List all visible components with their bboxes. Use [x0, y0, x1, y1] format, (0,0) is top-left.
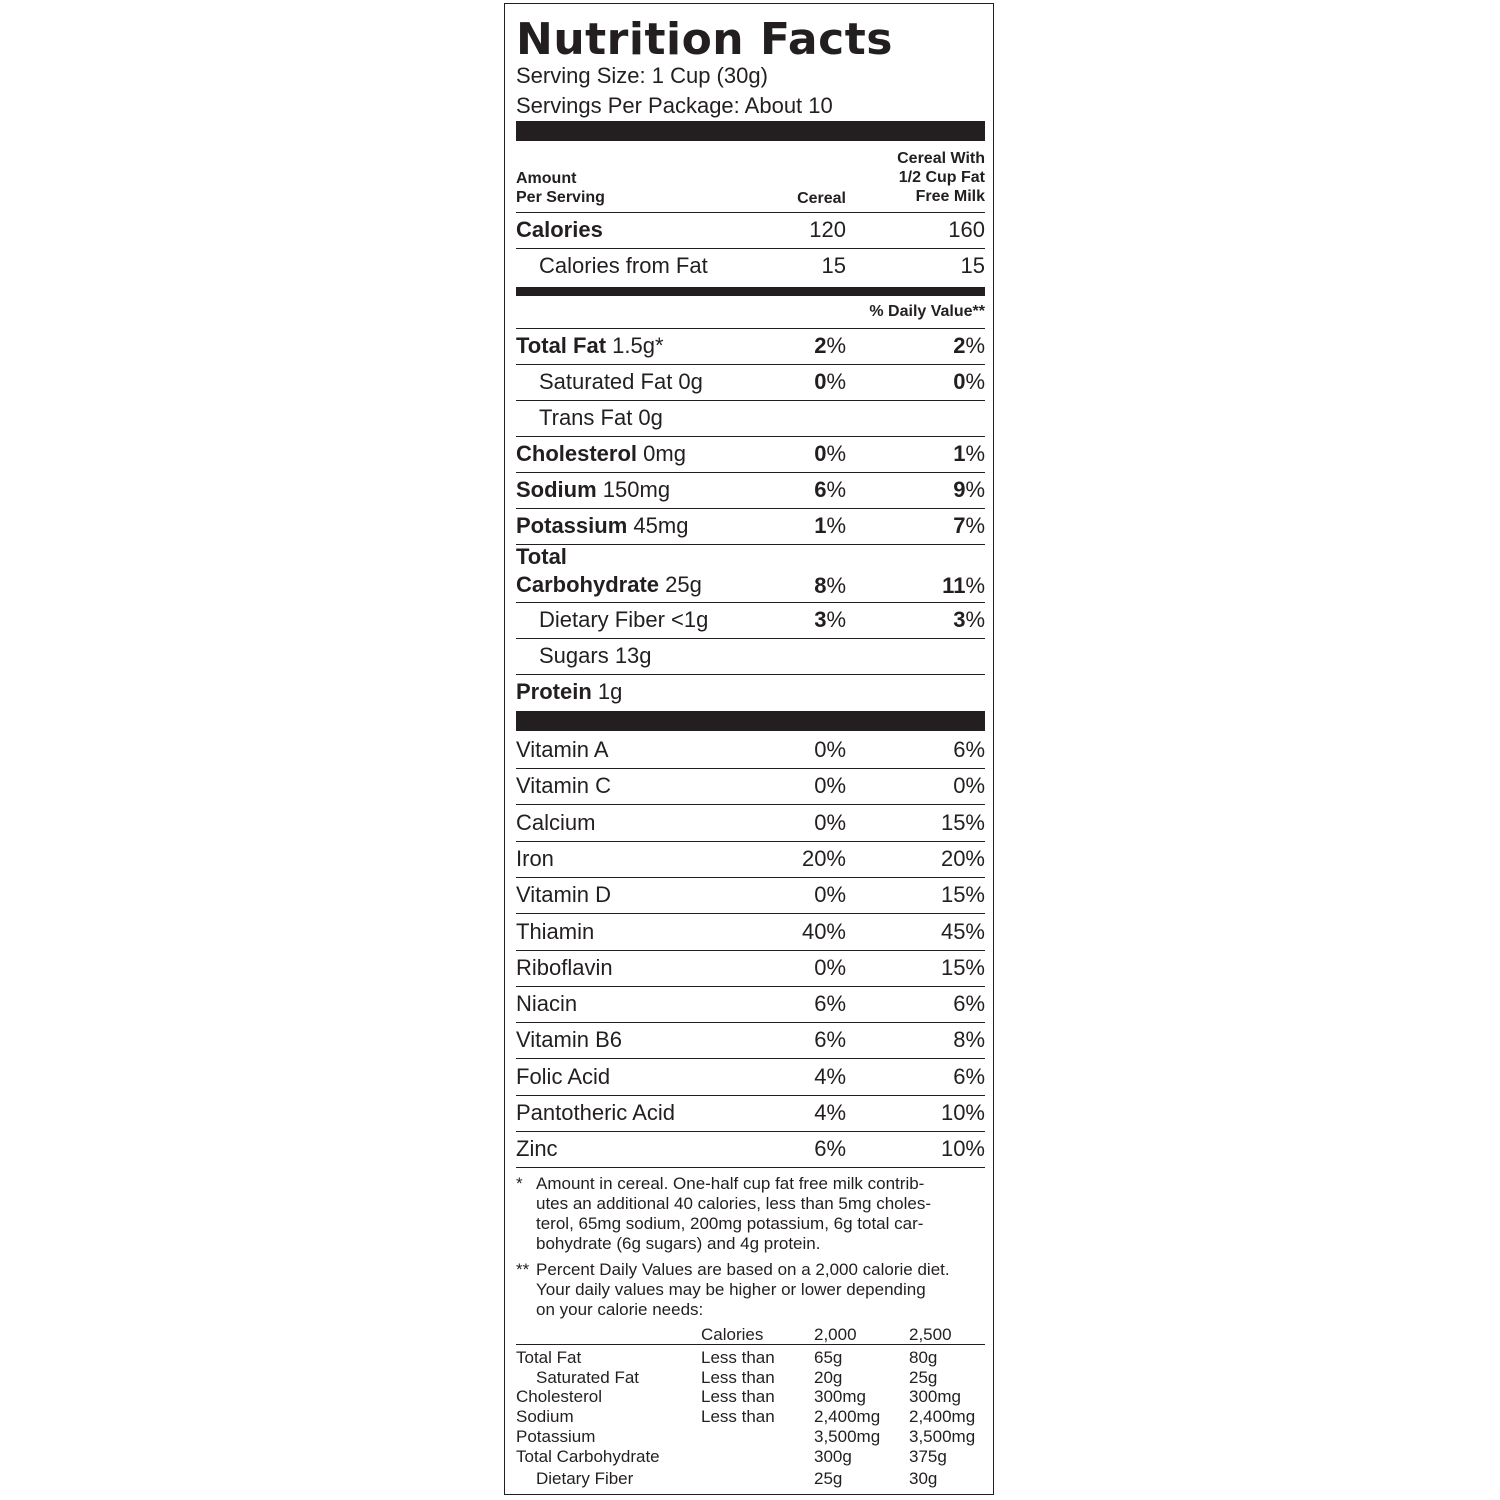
vitamin-milk-dv: 15% [940, 809, 985, 835]
reference-nutrient: Cholesterol [516, 1387, 602, 1407]
vitamin-row [516, 842, 985, 878]
reference-cell: 3,500mg [909, 1426, 976, 1446]
vitamin-milk-dv: 6% [953, 991, 985, 1017]
daily-value-header: % Daily Value** [869, 303, 985, 320]
nutrition-facts-label: Nutrition Facts Serving Size: 1 Cup (30g) Servings Per Package: About 10 Amount Per Serving Cereal Cereal With 1/2 Cup Fat Free Milk Calories 120 160 Calories from Fat 15 15 % Daily Value** Total Fat 1.5g* 2% 2% Saturated Fat 0g 0% 0% Trans Fat 0g Cholesterol 0mg 0% 1% Sodium 150mg 6% 9% Potassium 45mg 1% 7% Total Carbohydrate 25g 8% 11% Dietary Fiber <1g 3% 3% Sugars 13g Protein 1g Vitamin A 0% 6% Vitamin C 0% 0% Calcium 0% 15% Iron 20% 20% Vitamin D 0% 15% Thiamin 40% 45% Riboflavin 0% 15% Niacin 6% 6% Vitamin B6 6% 8% Folic Acid 4% 6% Pantotheric Acid 4% 10% Zinc 6% 10% * Amount in cereal. One-half cup fat free milk contrib- utes an additional 40 calories, less than 5mg choles- terol, 65mg sodium, 200mg potassium, 6g total car- bohydrate (6g sugars) and 4g protein. ** Percent Daily Values are based on a 2,000 calorie diet. Your daily values may be higher or lower depending on your calorie needs: Calories 2,000 2,500 Total Fat Less than 65g 80g Saturated Fat Less than 20g 25g Cholesterol Less than 300mg 300mg Sodium Less than 2,400mg 2,400mg Potassium 3,500mg 3,500mg Total Carbohydrate 300g 375g Dietary Fiber 25g 30g [504, 3, 994, 1495]
vitamin-list [516, 733, 985, 1168]
label-title: Nutrition Facts [516, 14, 893, 65]
footnote-line: Your daily values may be higher or lower depending [536, 1280, 926, 1299]
protein-row: Protein 1g [516, 679, 623, 704]
vitamin-row [516, 806, 985, 842]
nutrient-list [516, 329, 985, 709]
vitamin-cereal-dv: 0% [814, 737, 846, 762]
col-cereal-header: Cereal [797, 190, 846, 207]
vitamin-name: Iron [516, 845, 554, 871]
total-carbohydrate-row: Total Carbohydrate 25g 8% 11% [516, 545, 985, 603]
footnote-line: Percent Daily Values are based on a 2,000 calorie diet. [536, 1260, 950, 1279]
vitamin-cereal-dv: 4% [814, 1063, 846, 1089]
vitamin-name: Riboflavin [516, 954, 613, 980]
vitamin-cereal-dv: 6% [814, 991, 846, 1017]
vitamin-milk-dv: 8% [953, 1027, 985, 1053]
vitamin-name: Vitamin B6 [516, 1027, 622, 1053]
reference-cell: 80g [909, 1348, 938, 1367]
vitamin-cereal-dv: 0% [814, 954, 846, 980]
vitamin-row [516, 987, 985, 1023]
footnote-line: Amount in cereal. One-half cup fat free milk contrib- [536, 1174, 925, 1193]
vitamin-cereal-dv: 6% [814, 1136, 846, 1162]
serving-size: Serving Size: 1 Cup (30g) [516, 63, 768, 88]
vitamin-row [516, 951, 985, 987]
reference-header-cell: 2,500 [909, 1325, 952, 1344]
amount-per-serving-line1: Amount [516, 170, 577, 187]
vitamin-milk-dv: 0% [953, 773, 985, 799]
reference-header-cell: 2,000 [814, 1325, 857, 1344]
vitamin-cereal-dv: 4% [814, 1100, 846, 1125]
vitamin-milk-dv: 6% [953, 1063, 985, 1089]
vitamin-cereal-dv: 0% [814, 773, 846, 799]
vitamin-row [516, 878, 985, 914]
vitamin-cereal-dv: 6% [814, 1027, 846, 1053]
thick-divider [516, 121, 985, 141]
vitamin-name: Vitamin C [516, 773, 611, 799]
vitamin-name: Vitamin D [516, 882, 611, 908]
col-milk-header: Cereal With 1/2 Cup Fat Free Milk [897, 150, 985, 205]
calories-from-fat-row: Calories from Fat 15 15 [539, 253, 985, 278]
dietary-fiber-row: Dietary Fiber <1g 3% 3% [516, 603, 985, 639]
calories-row: Calories 120 160 [516, 212, 985, 249]
vitamin-milk-dv: 6% [953, 737, 985, 762]
vitamin-name: Zinc [516, 1136, 558, 1162]
footnote-line: terol, 65mg sodium, 200mg potassium, 6g total car- [536, 1214, 924, 1233]
vitamin-milk-dv: 10% [940, 1136, 985, 1162]
vitamin-divider [516, 711, 985, 731]
vitamin-cereal-dv: 20% [801, 845, 846, 871]
vitamin-row [516, 1096, 985, 1132]
reference-cell: 20g [814, 1367, 843, 1387]
reference-cell: Less than [701, 1348, 775, 1367]
reference-nutrient: Dietary Fiber [536, 1469, 634, 1489]
reference-nutrient: Total Carbohydrate [516, 1446, 660, 1466]
reference-cell: 300mg [814, 1387, 866, 1407]
reference-cell: 65g [814, 1348, 843, 1367]
saturated-fat-row: Saturated Fat 0g 0% 0% [516, 365, 985, 401]
vitamin-cereal-dv: 0% [814, 882, 846, 908]
vitamin-name: Folic Acid [516, 1063, 611, 1089]
vitamin-name: Calcium [516, 809, 596, 835]
reference-cell: 300mg [909, 1387, 961, 1407]
footnote-line: bohydrate (6g sugars) and 4g protein. [536, 1234, 821, 1253]
vitamin-name: Pantotheric Acid [516, 1100, 675, 1125]
total-fat-row: Total Fat 1.5g* 2% 2% [516, 329, 985, 365]
reference-cell: 30g [909, 1469, 938, 1489]
reference-cell: 375g [909, 1446, 947, 1466]
vitamin-name: Thiamin [516, 918, 595, 944]
vitamin-row [516, 733, 985, 769]
medium-divider [516, 287, 985, 296]
vitamin-milk-dv: 10% [940, 1100, 985, 1125]
trans-fat-row: Trans Fat 0g [516, 401, 985, 437]
reference-cell: 25g [909, 1367, 938, 1387]
vitamin-name: Vitamin A [516, 737, 609, 762]
servings-per-package: Servings Per Package: About 10 [516, 93, 833, 118]
reference-header-cell: Calories [701, 1325, 764, 1344]
vitamin-milk-dv: 15% [940, 954, 985, 980]
reference-cell: 300g [814, 1446, 852, 1466]
reference-nutrient: Sodium [516, 1407, 574, 1427]
vitamin-row [516, 1023, 985, 1059]
vitamin-cereal-dv: 0% [814, 809, 846, 835]
vitamin-row [516, 1132, 985, 1168]
reference-cell: 2,400mg [909, 1407, 976, 1427]
sugars-row: Sugars 13g [516, 639, 985, 675]
vitamin-milk-dv: 45% [940, 918, 985, 944]
cholesterol-row: Cholesterol 0mg 0% 1% [516, 437, 985, 473]
vitamin-milk-dv: 15% [940, 882, 985, 908]
amount-per-serving-line2: Per Serving [516, 189, 605, 206]
reference-cell: 25g [814, 1469, 843, 1489]
footnote-line: on your calorie needs: [536, 1300, 704, 1319]
sodium-row: Sodium 150mg 6% 9% [516, 473, 985, 509]
reference-nutrient: Potassium [516, 1426, 596, 1446]
reference-table [516, 1323, 985, 1493]
vitamin-cereal-dv: 40% [801, 918, 846, 944]
vitamin-milk-dv: 20% [940, 845, 985, 871]
reference-nutrient: Total Fat [516, 1348, 582, 1367]
column-header [516, 148, 985, 210]
vitamin-row [516, 769, 985, 805]
reference-cell: 2,400mg [814, 1407, 881, 1427]
vitamin-row [516, 1060, 985, 1096]
reference-cell: Less than [701, 1367, 775, 1387]
footnote-line: utes an additional 40 calories, less than 5mg choles- [536, 1194, 932, 1213]
vitamin-row [516, 915, 985, 951]
dv-header-row [516, 298, 985, 329]
reference-cell: 3,500mg [814, 1426, 881, 1446]
reference-cell: Less than [701, 1407, 775, 1427]
reference-nutrient: Saturated Fat [536, 1367, 640, 1387]
potassium-row: Potassium 45mg 1% 7% [516, 509, 985, 545]
vitamin-name: Niacin [516, 991, 578, 1017]
reference-cell: Less than [701, 1387, 775, 1407]
